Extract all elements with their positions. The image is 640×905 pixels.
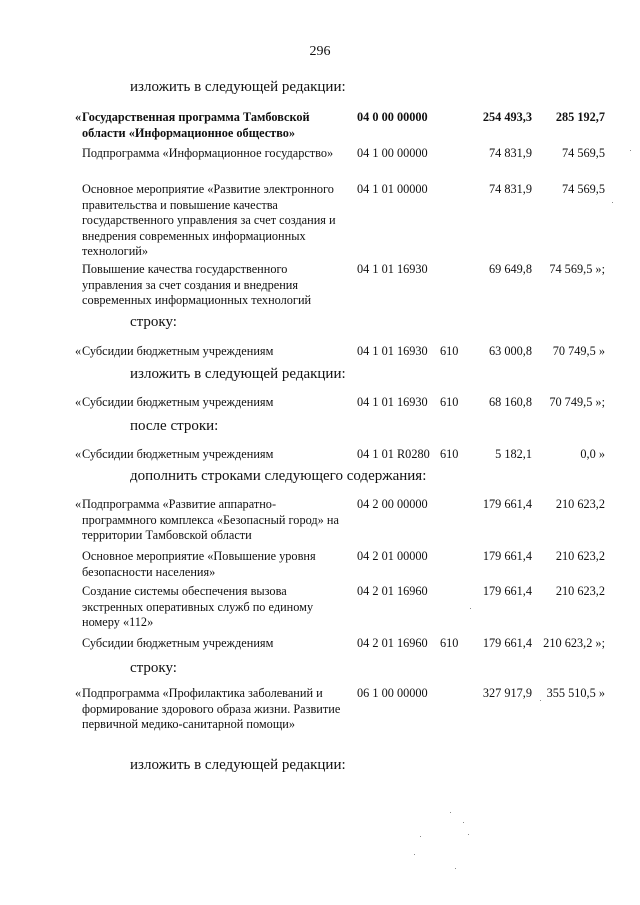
instruction-text: строку: [130,314,177,330]
row-value-second: 355 510,5 » [546,686,605,700]
row-name: Подпрограмма «Информационное государство» [82,146,334,160]
row-value-first: 63 000,8 [488,344,532,358]
scan-speck [540,700,541,701]
row-expense-type: 610 [440,636,459,650]
opening-quote: « [75,110,82,124]
row-name: Субсидии бюджетным учреждениям [82,636,274,650]
row-value-first: 327 917,9 [482,686,532,700]
scan-speck [612,202,613,203]
instruction-text: после строки: [130,418,219,434]
opening-quote: « [75,686,82,700]
row-name: Создание системы обеспечения вызова экстренных оперативных служб по единому номеру «112» [82,584,314,629]
row-value-first: 68 160,8 [488,395,532,409]
row-code: 04 1 01 R0280 [357,447,430,461]
row-code: 04 1 01 16930 [357,262,428,276]
row-code: 04 1 01 16930 [357,395,428,409]
row-name: Повышение качества государственного управления за счет создания и внедрения современных информационных технологий [82,262,312,307]
row-expense-type: 610 [440,447,459,461]
row-expense-type: 610 [440,395,459,409]
instruction-text: строку: [130,660,177,676]
scan-speck [420,836,421,837]
row-code: 04 1 01 16930 [357,344,428,358]
instruction-text: изложить в следующей редакции: [130,79,346,95]
row-name: Подпрограмма «Профилактика заболеваний и формирование здорового образа жизни. Развитие первичной медико-санитарной помощи» [82,686,341,731]
row-value-first: 179 661,4 [482,497,532,511]
scan-speck [455,868,456,869]
row-value-second: 210 623,2 [555,497,605,511]
opening-quote: « [75,344,82,358]
row-value-first: 254 493,3 [482,110,532,124]
row-value-second: 74 569,5 [561,182,605,196]
row-code: 04 1 01 00000 [357,182,428,196]
row-value-second: 285 192,7 [555,110,605,124]
page-number: 296 [309,44,331,59]
row-name: Субсидии бюджетным учреждениям [82,447,274,461]
row-name: Основное мероприятие «Развитие электронного правительства и повышение качества государственного управления за счет создания и внедрения современных информационных технологий» [82,182,336,258]
row-value-second: 0,0 » [580,447,605,461]
instruction-text: изложить в следующей редакции: [130,366,346,382]
row-value-second: 70 749,5 »; [549,395,605,409]
opening-quote: « [75,447,82,461]
row-value-first: 179 661,4 [482,584,532,598]
row-name: Подпрограмма «Развитие аппаратно-программного комплекса «Безопасный город» на территории Тамбовской области [82,497,339,542]
opening-quote: « [75,497,82,511]
row-value-second: 210 623,2 [555,584,605,598]
row-code: 04 2 00 00000 [357,497,428,511]
opening-quote: « [75,395,82,409]
row-code: 04 1 00 00000 [357,146,428,160]
row-code: 04 2 01 00000 [357,549,428,563]
row-name: Государственная программа Тамбовской области «Информационное общество» [82,110,310,140]
row-code: 04 0 00 00000 [357,110,428,124]
row-value-first: 74 831,9 [488,182,532,196]
scan-speck [414,854,415,855]
instruction-text: дополнить строками следующего содержания: [130,468,427,484]
instruction-text: изложить в следующей редакции: [130,757,346,773]
scan-speck [450,812,451,813]
row-expense-type: 610 [440,344,459,358]
row-value-second: 74 569,5 »; [549,262,605,276]
row-name: Субсидии бюджетным учреждениям [82,344,274,358]
scan-speck [630,150,631,151]
scan-speck [468,834,469,835]
row-value-second: 70 749,5 » [552,344,605,358]
row-value-first: 69 649,8 [488,262,532,276]
row-value-second: 210 623,2 »; [543,636,605,650]
row-value-first: 179 661,4 [482,549,532,563]
row-value-first: 5 182,1 [495,447,532,461]
row-name: Основное мероприятие «Повышение уровня безопасности населения» [82,549,316,579]
row-value-second: 74 569,5 [561,146,605,160]
scan-speck [463,822,464,823]
row-value-first: 179 661,4 [482,636,532,650]
scan-speck [470,608,471,609]
row-value-second: 210 623,2 [555,549,605,563]
row-code: 04 2 01 16960 [357,584,428,598]
row-name: Субсидии бюджетным учреждениям [82,395,274,409]
row-value-first: 74 831,9 [488,146,532,160]
row-code: 06 1 00 00000 [357,686,428,700]
row-code: 04 2 01 16960 [357,636,428,650]
